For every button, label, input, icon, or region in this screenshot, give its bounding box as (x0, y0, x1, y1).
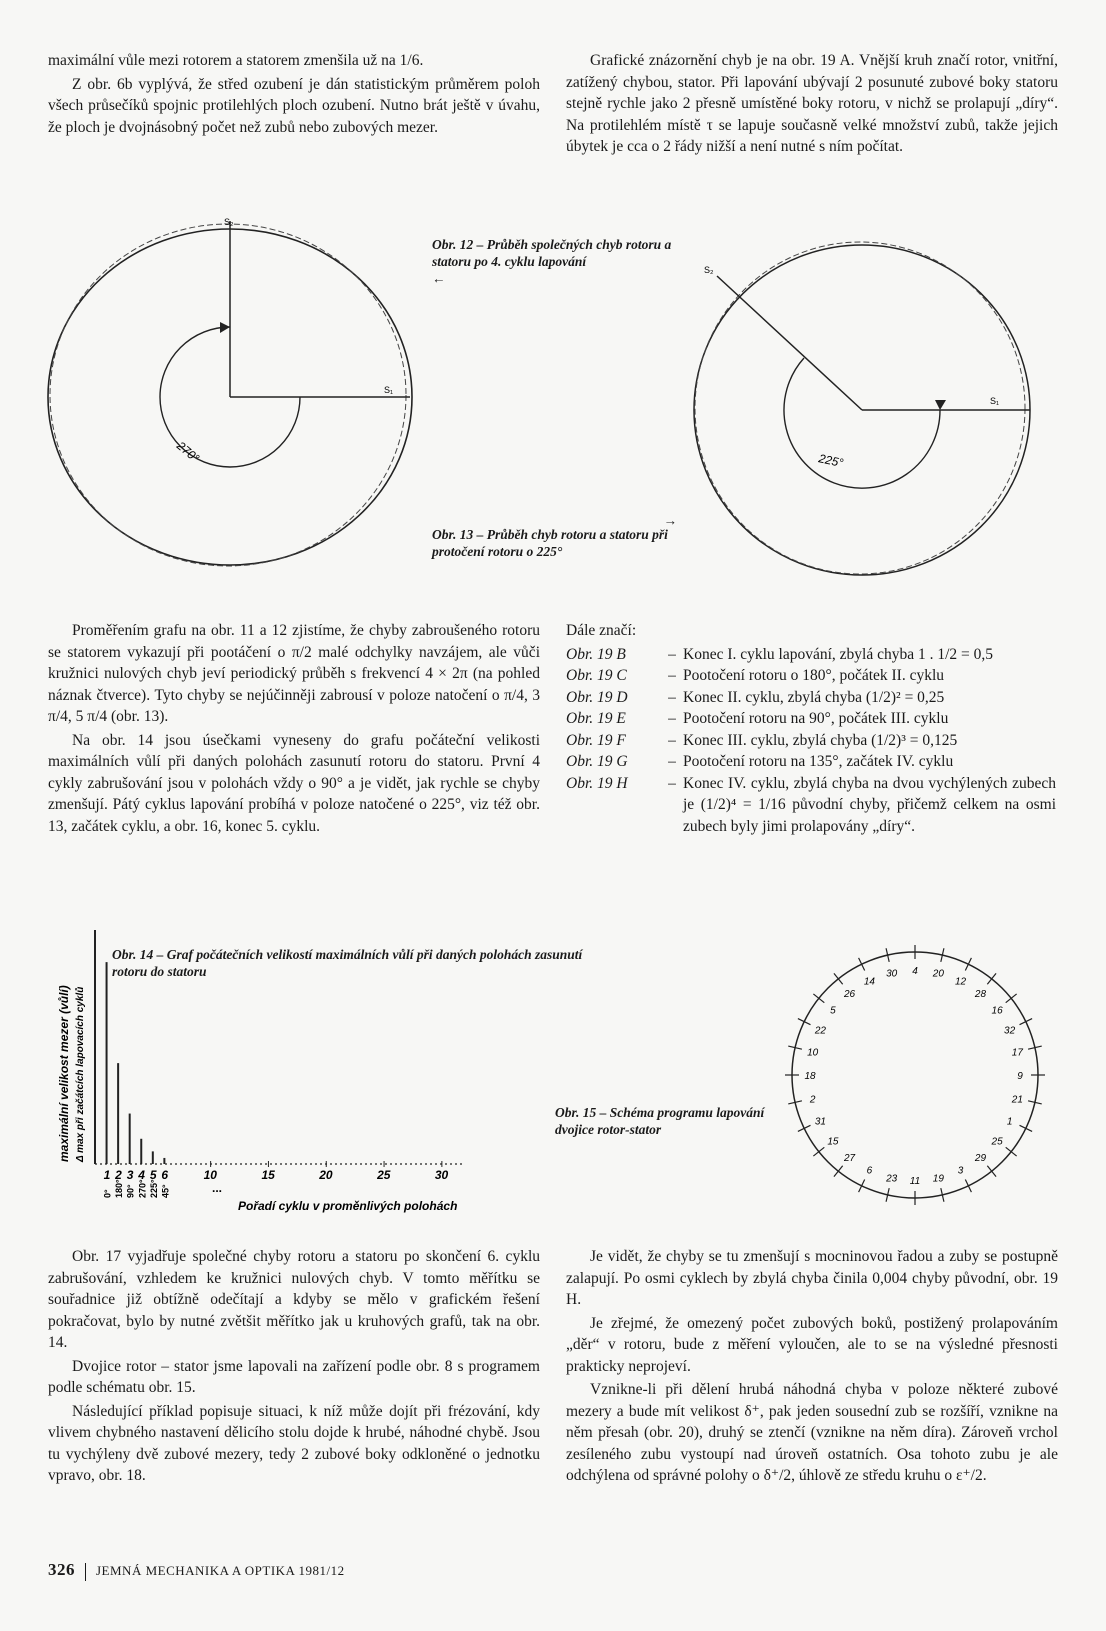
program-tick (965, 1180, 971, 1193)
figure-description: Konec I. cyklu lapování, zbylá chyba 1 . 1/2 = 0,5 (683, 645, 994, 663)
program-tick (987, 1166, 996, 1177)
program-step-number: 32 (1004, 1025, 1016, 1037)
figure-13-caption: → Obr. 13 – Průběh chyb rotoru a statoru při protočení rotoru o 225° (432, 513, 677, 559)
figure-ref: Obr. 19 F (566, 731, 626, 749)
bottom-right-column (566, 1246, 1058, 1489)
figure-15-caption: Obr. 15 – Schéma programu lapování dvojice rotor-stator (555, 1105, 765, 1137)
angle-tick-label: 270° (137, 1179, 148, 1198)
x-tick-label: 2 (115, 1168, 122, 1182)
figure-ref: Obr. 19 E (566, 710, 626, 727)
figure-ref: Obr. 19 G (566, 753, 628, 770)
figure-description: Pootočení rotoru o 180°, počátek II. cyklu (683, 667, 945, 684)
angle-tick-label: 90° (125, 1184, 136, 1198)
figure-description: Pootočení rotoru na 90°, počátek III. cyklu (683, 710, 949, 727)
angle-ellipsis: ... (212, 1181, 223, 1195)
label-s1: S₁ (990, 396, 1000, 406)
program-step-number: 2 (809, 1094, 816, 1106)
angle-arc (784, 358, 940, 488)
program-step-number: 4 (912, 966, 918, 977)
caption-arrow: → (663, 513, 677, 528)
program-tick (859, 1180, 865, 1193)
program-step-number: 15 (827, 1136, 839, 1148)
program-tick (965, 958, 971, 971)
program-step-number: 12 (954, 976, 967, 988)
list-item (566, 644, 1058, 666)
program-step-number: 9 (1017, 1071, 1023, 1082)
bottom-left-column (48, 1246, 540, 1489)
program-tick (1020, 1019, 1033, 1025)
program-step-number: 19 (932, 1173, 944, 1185)
label-s1: S₁ (384, 385, 394, 395)
dash: – (668, 645, 676, 663)
program-step-number: 10 (807, 1047, 819, 1059)
program-tick (798, 1125, 811, 1131)
dash: – (668, 667, 676, 684)
program-step-number: 27 (843, 1153, 856, 1165)
figure-14-chart (40, 922, 470, 1222)
program-tick (813, 1147, 824, 1156)
program-step-number: 17 (1011, 1047, 1023, 1059)
paragraph: Vznikne-li při dělení hrubá náhodná chyba v poloze některé zubové mezery a bude mít velikost δ⁺, pak jeden sousední zub se rozšíří, vznikne na něm přesah (obr. 20), druhý se ztenčí (vznikne na něm díra). Zároveň vrchol zesíleného zubu vystoupí nad úroveň ostatních. Osa tohoto zubu je ale odchýlena od správné polohy o δ⁺/2, úhlově ze středu kruhu o ε⁺/2. (566, 1381, 1058, 1484)
program-step-number: 25 (991, 1136, 1003, 1148)
arc-arrowhead (220, 322, 230, 333)
program-step-number: 14 (863, 976, 876, 988)
program-tick (834, 1166, 843, 1177)
program-tick (798, 1019, 811, 1025)
label-s2: S₂ (704, 265, 714, 275)
program-tick (1006, 1147, 1017, 1156)
caption-arrow: ← (432, 271, 446, 286)
label-s2: S₂ (224, 217, 234, 227)
list-intro: Dále značí: (566, 622, 637, 639)
angle-tick-label: 225° (148, 1179, 159, 1198)
paragraph: Následující příklad popisuje situaci, k níž může dojít při frézování, kdy vlivem chybného nastavení dělicího stolu dojde k hrubé, náhodné chybě. Jsou tu vychýleny dvě zubové mezery, tedy 2 zubové boky odkloněné o jednotku vpravo, obr. 18. (48, 1402, 540, 1484)
x-tick-label: 4 (138, 1168, 145, 1182)
figure-description: Konec III. cyklu, zbylá chyba (1/2)³ = 0,125 (683, 731, 958, 749)
dash: – (668, 710, 676, 727)
program-step-number: 29 (974, 1153, 987, 1165)
x-tick-label: 10 (203, 1168, 217, 1182)
program-step-number: 21 (1011, 1094, 1023, 1106)
program-tick (834, 973, 843, 984)
program-step-number: 16 (991, 1005, 1003, 1017)
program-step-number: 30 (886, 968, 898, 980)
figure-12-caption: Obr. 12 – Průběh společných chyb rotoru a statoru po 4. cyklu lapování ← (432, 237, 672, 286)
angle-tick-label: 45° (160, 1184, 171, 1198)
figure-description: Konec IV. cyklu, zbylá chyba na dvou vychýlených zubech je (1/2)⁴ = 1/16 původní chyby, přičemž celkem na osmi zubech byly jimi prolapovány „díry“. (683, 774, 1056, 835)
program-step-number: 18 (804, 1071, 816, 1082)
program-tick (813, 994, 824, 1003)
figure-ref: Obr. 19 D (566, 688, 628, 706)
paragraph: Grafické znázornění chyb je na obr. 19 A. Vnější kruh značí rotor, vnitřní, zatížený chybou, stator. Při lapování ubývají 2 posunuté zubové boky statoru stejně rychle jako 2 přesně umístěné boky rotoru, v nichž se prolapují „díry“. Na protilehlém místě τ se lapuje současně velké množství zubů, takže jejich úbytek je cca o 2 řády nižší a není nutné s ním počítat. (566, 52, 1058, 155)
paragraph: Je vidět, že chyby se tu zmenšují s mocninovou řadou a zuby se postupně zalapují. Po osmi cyklech by zbylá chyba činila 0,004 chyby původní, obr. 19 H. (566, 1248, 1058, 1308)
program-circle (792, 952, 1038, 1198)
list-item (566, 708, 1058, 730)
figure-description: Pootočení rotoru na 135°, začátek IV. cyklu (683, 753, 954, 770)
arc-arrowhead (935, 400, 946, 410)
y-axis-label-2: Δ max při začátcích lapovacích cyklů (75, 986, 86, 1162)
program-step-number: 3 (957, 1165, 964, 1177)
angle-tick-label: 0° (102, 1189, 113, 1198)
program-tick (1006, 994, 1017, 1003)
top-left-column (48, 50, 540, 140)
figure-15-diagram (765, 940, 1065, 1210)
dash: – (668, 774, 676, 792)
paragraph: Proměřením grafu na obr. 11 a 12 zjistíme, že chyby zabroušeného rotoru se statorem vykazují při pootáčení o π/2 malé odchylky navzájem, ale vůči kružnici nulových chyb jeví periodický průběh s frekvencí 4 × 2π (na pohled náznak čtverce). Tyto chyby se nejúčinněji zabrousí v poloze natočení o π/4, 3 π/4, 5 π/4 (obr. 13). (48, 622, 540, 725)
list-item (566, 751, 1058, 773)
list-item (566, 665, 1058, 687)
figure-14-caption: Obr. 14 – Graf počátečních velikostí maximálních vůlí při daných polohách zasunutí rotoru do statoru (112, 947, 583, 979)
figure-ref: Obr. 19 H (566, 774, 628, 792)
figure-13 (690, 240, 1060, 585)
program-tick (987, 973, 996, 984)
footer-divider (85, 1563, 86, 1581)
x-axis-label: Pořadí cyklu v proměnlivých polohách (238, 1199, 458, 1213)
radius-diagonal (717, 276, 862, 410)
paragraph: Na obr. 14 jsou úsečkami vyneseny do grafu počáteční velikosti maximálních vůlí při daných polohách zasunutí rotoru do statoru. První 4 cykly zabrušování jsou v polohách vždy o 90° a je vidět, jak rychle se chyby zmenšují. Pátý cyklus lapování probíhá v poloze natočené o 225°, viz též obr. 13, začátek cyklu, a obr. 16, konec 5. cyklu. (48, 731, 540, 835)
paragraph: maximální vůle mezi rotorem a statorem zmenšila už na 1/6. (48, 52, 424, 69)
program-step-number: 11 (909, 1176, 921, 1187)
x-tick-label: 5 (149, 1168, 157, 1182)
angle-label: 270° (174, 438, 203, 466)
program-step-number: 6 (866, 1165, 873, 1177)
list-item (566, 687, 1058, 709)
program-step-number: 31 (814, 1116, 826, 1128)
program-step-number: 28 (974, 988, 987, 1000)
program-step-number: 26 (843, 988, 856, 1000)
program-tick (859, 958, 865, 971)
list-item (566, 773, 1058, 838)
y-axis-label-1: maximální velikost mezer (vůlí) (57, 985, 71, 1162)
x-tick-label: 20 (319, 1168, 333, 1182)
list-item (566, 730, 1058, 752)
journal-name: JEMNÁ MECHANIKA A OPTIKA 1981/12 (96, 1563, 345, 1578)
dash: – (668, 753, 676, 770)
angle-tick-label: 180° (114, 1179, 125, 1198)
top-right-column (566, 50, 1058, 160)
dash: – (668, 731, 676, 749)
x-tick-label: 25 (377, 1168, 391, 1182)
figure-list (566, 620, 1058, 837)
program-step-number: 5 (830, 1005, 836, 1017)
x-tick-label: 30 (434, 1168, 449, 1182)
dash: – (668, 688, 676, 706)
figure-ref: Obr. 19 C (566, 667, 627, 684)
x-tick-label: 6 (161, 1168, 169, 1182)
page-footer (48, 1560, 345, 1581)
program-step-number: 23 (886, 1173, 898, 1185)
program-step-number: 22 (814, 1025, 826, 1037)
x-tick-label: 1 (103, 1168, 111, 1182)
program-step-number: 20 (932, 968, 944, 980)
figure-12 (30, 215, 420, 605)
angle-label: 225° (817, 451, 845, 471)
paragraph: Z obr. 6b vyplývá, že střed ozubení je dán statistickým průměrem poloh všech průsečíků spojnic protilehlých ploch ozubení. Nutno brát ještě v úvahu, že ploch je dvojnásobný počet než zubů nebo zubových mezer. (48, 75, 540, 136)
program-step-number: 1 (1006, 1116, 1013, 1128)
figure-ref: Obr. 19 B (566, 645, 626, 663)
page-number: 326 (48, 1560, 75, 1579)
paragraph: Dvojice rotor – stator jsme lapovali na zařízení podle obr. 8 s programem podle schématu obr. 15. (48, 1357, 540, 1396)
paragraph: Je zřejmé, že omezený počet zubových boků, postižený prolapováním „děr“ v rotoru, bude z měření vyloučen, ale to se na výsledné přesnosti prakticky neprojeví. (566, 1314, 1058, 1375)
figure-description: Konec II. cyklu, zbylá chyba (1/2)² = 0,25 (683, 688, 945, 706)
paragraph: Obr. 17 vyjadřuje společné chyby rotoru a statoru po skončení 6. cyklu zabrušování, vzhledem ke kružnici nulových chyb. V tomto měřítku se souřadnice již obtížně odečítají a kdyby se mělo v grafickém řešení pokračovat, bylo by nutné zvětšit měřítko jak u kruhových grafů, tak na obr. 14. (48, 1248, 540, 1351)
mid-left-column (48, 620, 540, 839)
x-tick-label: 15 (261, 1168, 275, 1182)
program-tick (1020, 1125, 1033, 1131)
x-tick-label: 3 (126, 1168, 134, 1182)
